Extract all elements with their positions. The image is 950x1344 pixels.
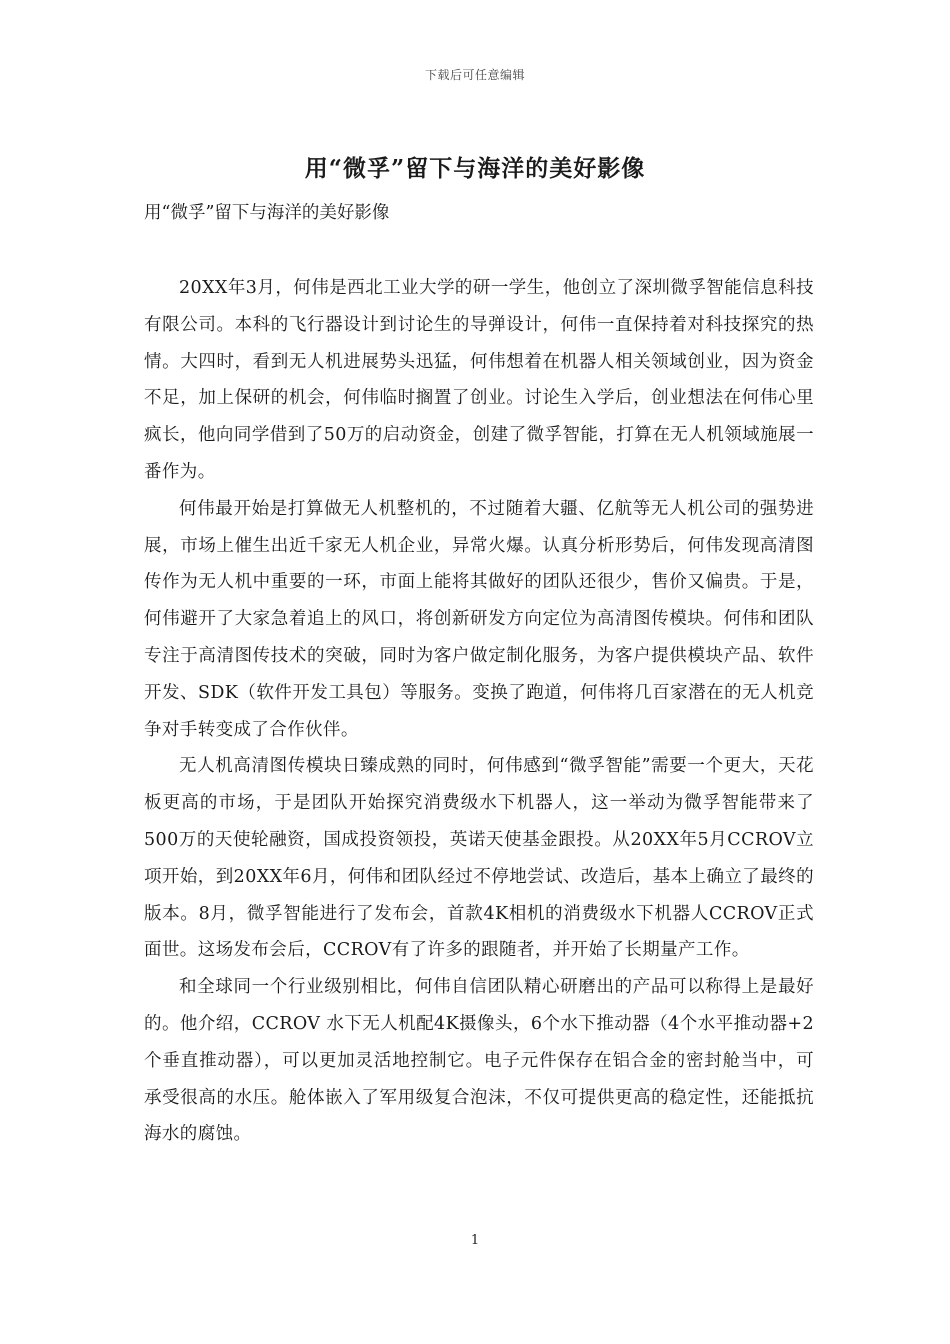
paragraph: 何伟最开始是打算做无人机整机的，不过随着大疆、亿航等无人机公司的强势进展，市场上催生出近千家无人机企业，异常火爆。认真分析形势后，何伟发现高清图传作为无人机中重要的一环，市面上能将其做好的团队还很少，售价又偏贵。于是，何伟避开了大家急着追上的风口，将创新研发方向定位为高清图传模块。何伟和团队专注于高清图传技术的突破，同时为客户做定制化服务，为客户提供模块产品、软件开发、SDK（软件开发工具包）等服务。变换了跑道，何伟将几百家潜在的无人机竞争对手转变成了合作伙伴。 (144, 498, 814, 740)
page-header-note: 下载后可任意编辑 (424, 68, 525, 82)
paragraph: 和全球同一个行业级别相比，何伟自信团队精心研磨出的产品可以称得上是最好的。他介绍，CCROV 水下无人机配4K摄像头，6个水下推动器（4个水平推动器+2个垂直推动器），可以更加灵活地控制它。电子元件保存在铝合金的密封舱当中，可承受很高的水压。舱体嵌入了军用级复合泡沫，不仅可提供更高的稳定性，还能抵抗海水的腐蚀。 (144, 977, 814, 1145)
paragraph: 20XX年3月，何伟是西北工业大学的研一学生，他创立了深圳微孚智能信息科技有限公司。本科的飞行器设计到讨论生的导弹设计，何伟一直保持着对科技探究的热情。大四时，看到无人机进展势头迅猛，何伟想着在机器人相关领域创业，因为资金不足，加上保研的机会，何伟临时搁置了创业。讨论生入学后，创业想法在何伟心里疯长，他向同学借到了50万的启动资金，创建了微孚智能，打算在无人机领域施展一番作为。 (144, 278, 814, 482)
page-number: 1 (470, 1233, 480, 1248)
article-body (144, 270, 814, 1153)
document-title: 用“微孚”留下与海洋的美好影像 (304, 155, 646, 182)
paragraph: 无人机高清图传模块日臻成熟的同时，何伟感到“微孚智能”需要一个更大，天花板更高的市场，于是团队开始探究消费级水下机器人，这一举动为微孚智能带来了500万的天使轮融资，国成投资领投，英诺天使基金跟投。从20XX年5月CCROV立项开始，到20XX年6月，何伟和团队经过不停地尝试、改造后，基本上确立了最终的版本。8月，微孚智能进行了发布会，首款4K相机的消费级水下机器人CCROV正式面世。这场发布会后，CCROV有了许多的跟随者，并开始了长期量产工作。 (144, 756, 814, 961)
document-subtitle: 用“微孚”留下与海洋的美好影像 (144, 203, 390, 223)
